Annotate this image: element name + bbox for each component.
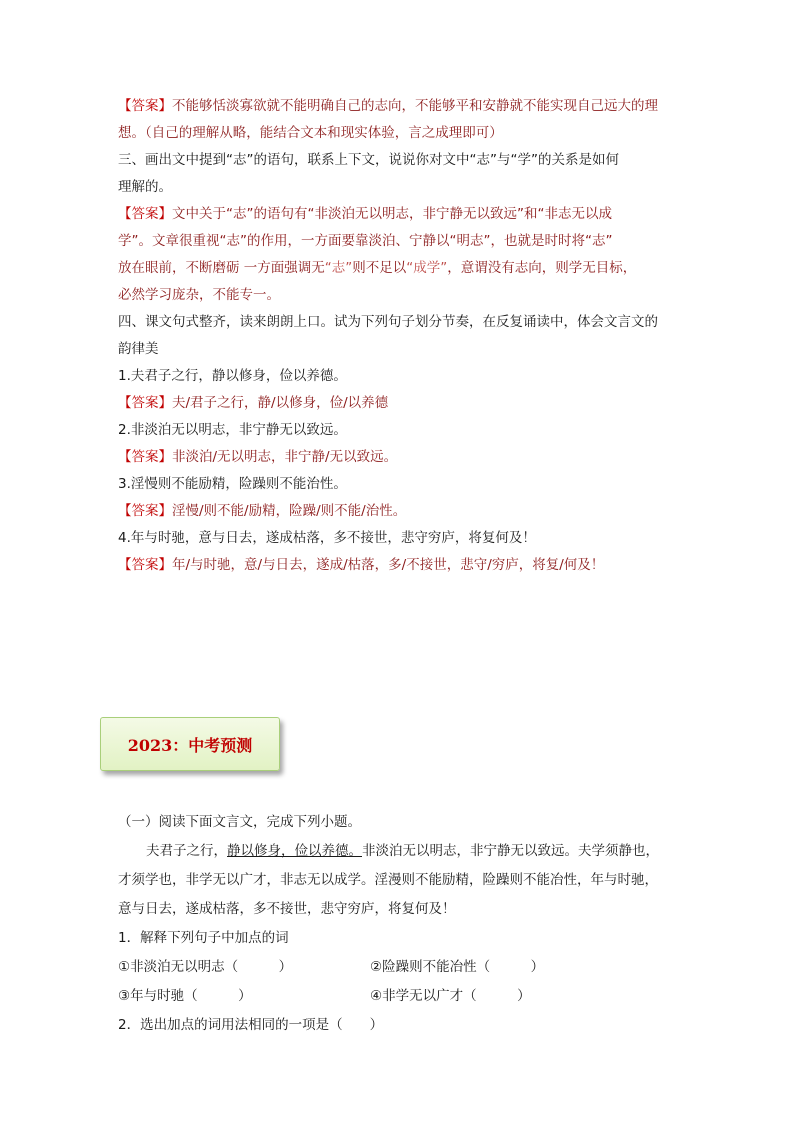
underlined-phrase: 静以修身，俭以养德。: [227, 843, 362, 859]
list-item-answer: 【答案】夫/君子之行，静/以修身，俭/以养德: [118, 395, 389, 411]
reading-intro: （一）阅读下面文言文，完成下列小题。: [118, 814, 361, 830]
section-banner: [100, 717, 280, 771]
answer-1: 【答案】不能够恬淡寡欲就不能明确自己的志向，不能够平和安静就不能实现自己远大的理: [118, 98, 658, 114]
blank-item[interactable]: ③年与时驰（ ）: [118, 988, 252, 1004]
banner-title: 2023：中考预测: [127, 735, 253, 755]
question-4: 四、课文句式整齐，读来朗朗上口。试为下列句子划分节奏，在反复诵读中，体会文言文的: [118, 314, 658, 330]
question-1: 1．解释下列句子中加点的词: [118, 930, 289, 946]
list-item-answer: 【答案】年/与时驰，意/与日去，遂成/枯落，多/不接世，悲守/穷庐，将复/何及！: [118, 557, 605, 573]
list-item-answer: 【答案】淫慢/则不能/励精，险躁/则不能/治性。: [118, 503, 407, 519]
list-item: 2.非淡泊无以明志，非宁静无以致远。: [118, 422, 347, 438]
list-item: 1.夫君子之行，静以修身，俭以养德。: [118, 368, 347, 384]
blank-item[interactable]: ④非学无以广才（ ）: [370, 988, 531, 1004]
question-3: 三、画出文中提到“志”的语句，联系上下文，说说你对文中“志”与“学”的关系是如何: [118, 152, 619, 168]
passage-line: 才须学也，非学无以广才，非志无以成学。淫漫则不能励精，险躁则不能冶性，年与时驰，: [118, 872, 658, 888]
passage-line: 夫君子之行，静以修身，俭以养德。非淡泊无以明志，非宁静无以致远。夫学须静也，: [146, 843, 659, 859]
answer-tag: 【答案】: [118, 206, 172, 222]
answer-section: 【答案】不能够恬淡寡欲就不能明确自己的志向，不能够平和安静就不能实现自己远大的理 想。（自己的理解从略，能结合文本和现实体验，言之成理即可） 三、画出文中提到“志”的语句，联系上下文，说说你对文中“志”与“学”的关系是如何 理解的。 【答案】文中关于“志”的语句有“非淡泊无以明志，非宁静无以致远”和“非志无以成 学”。文章很重视“志”的作用，一方面要靠淡泊、宁静以“明志”，也就是时时将“志” 放在眼前，不断磨砺 一方面强调无“志”则不足以“成学”，意谓没有志向，则学无目标， 必然学习庞杂，不能专一。 四、课文句式整齐，读来朗朗上口。试为下列句子划分节奏，在反复诵读中，体会文言文的 韵律美 1.夫君子之行，静以修身，俭以养德。 【答案】夫/君子之行，静/以修身，俭/以养德 2.非淡泊无以明志，非宁静无以致远。 【答案】非淡泊/无以明志，非宁静/无以致远。 3.淫慢则不能励精，险躁则不能治性。 【答案】淫慢/则不能/励精，险躁/则不能/治性。 4.年与时驰，意与日去，遂成枯落，多不接世，悲守穷庐，将复何及！ 【答案】年/与时驰，意/与日去，遂成/枯落，多/不接世，悲守/穷庐，将复/何及！: [118, 93, 688, 579]
list-item-answer: 【答案】非淡泊/无以明志，非宁静/无以致远。: [118, 449, 398, 465]
reading-section: [118, 808, 698, 1040]
answer-tag: 【答案】: [118, 98, 172, 114]
answer-3: 【答案】文中关于“志”的语句有“非淡泊无以明志，非宁静无以致远”和“非志无以成: [118, 206, 612, 222]
list-item: 4.年与时驰，意与日去，遂成枯落，多不接世，悲守穷庐，将复何及！: [118, 530, 536, 546]
blank-item[interactable]: ①非淡泊无以明志（ ）: [118, 959, 293, 975]
blank-item[interactable]: ②险躁则不能冶性（ ）: [370, 959, 545, 975]
question-2: 2．选出加点的词用法相同的一项是（ ）: [118, 1017, 384, 1033]
passage-line: 意与日去，遂成枯落，多不接世，悲守穷庐，将复何及！: [118, 901, 456, 917]
list-item: 3.淫慢则不能励精，险躁则不能治性。: [118, 476, 347, 492]
